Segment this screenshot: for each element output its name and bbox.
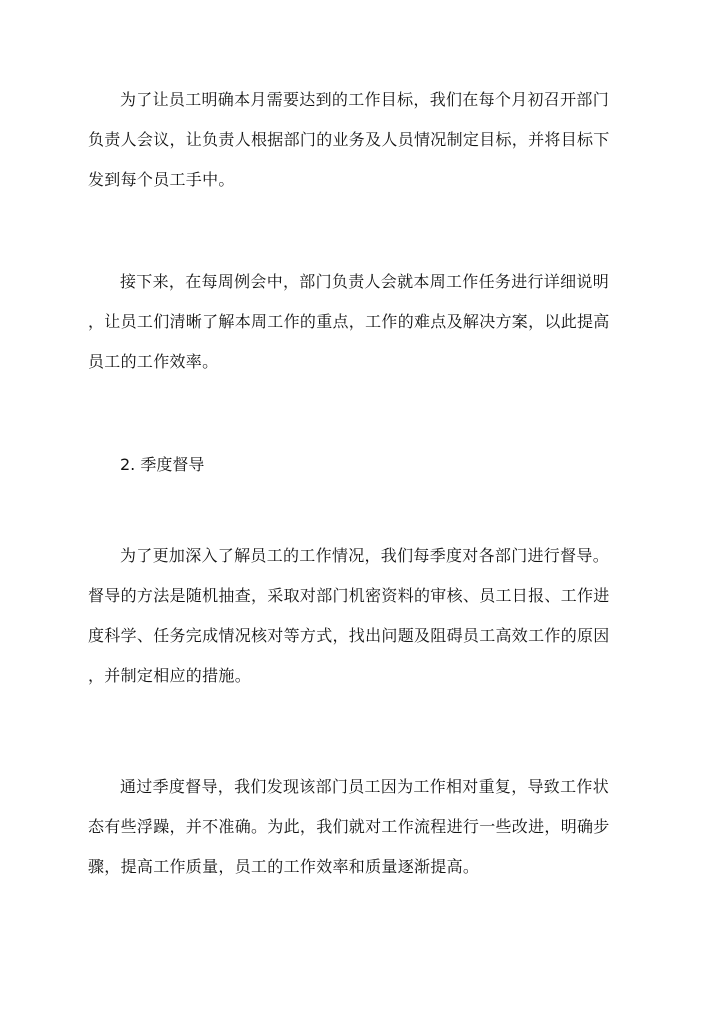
paragraph-line: 骤，提高工作质量，员工的工作效率和质量逐渐提高。	[88, 857, 480, 876]
paragraph-line: 为了更加深入了解员工的工作情况，我们每季度对各部门进行督导。	[120, 546, 610, 565]
paragraph-weekly-meeting	[88, 262, 648, 382]
paragraph-line: 为了让员工明确本月需要达到的工作目标，我们在每个月初召开部门	[120, 90, 610, 109]
paragraph-line: ，并制定相应的措施。	[88, 666, 252, 685]
paragraph-line: 负责人会议，让负责人根据部门的业务及人员情况制定目标，并将目标下	[88, 130, 610, 149]
paragraph-line: 督导的方法是随机抽查，采取对部门机密资料的审核、员工日报、工作进	[88, 586, 610, 605]
paragraph-line: 员工的工作效率。	[88, 352, 219, 371]
paragraph-supervision-results	[88, 767, 648, 887]
paragraph-quarterly-supervision	[88, 536, 648, 696]
section-heading: 2. 季度督导	[120, 455, 205, 474]
paragraph-line: 态有些浮躁，并不准确。为此，我们就对工作流程进行一些改进，明确步	[88, 817, 610, 836]
paragraph-line: 度科学、任务完成情况核对等方式，找出问题及阻碍员工高效工作的原因	[88, 626, 610, 645]
paragraph-line: ，让员工们清晰了解本周工作的重点，工作的难点及解决方案，以此提高	[88, 312, 610, 331]
paragraph-line: 发到每个员工手中。	[88, 170, 235, 189]
paragraph-monthly-goals	[88, 80, 648, 200]
paragraph-line: 通过季度督导，我们发现该部门员工因为工作相对重复，导致工作状	[120, 777, 610, 796]
paragraph-line: 接下来，在每周例会中，部门负责人会就本周工作任务进行详细说明	[120, 272, 610, 291]
